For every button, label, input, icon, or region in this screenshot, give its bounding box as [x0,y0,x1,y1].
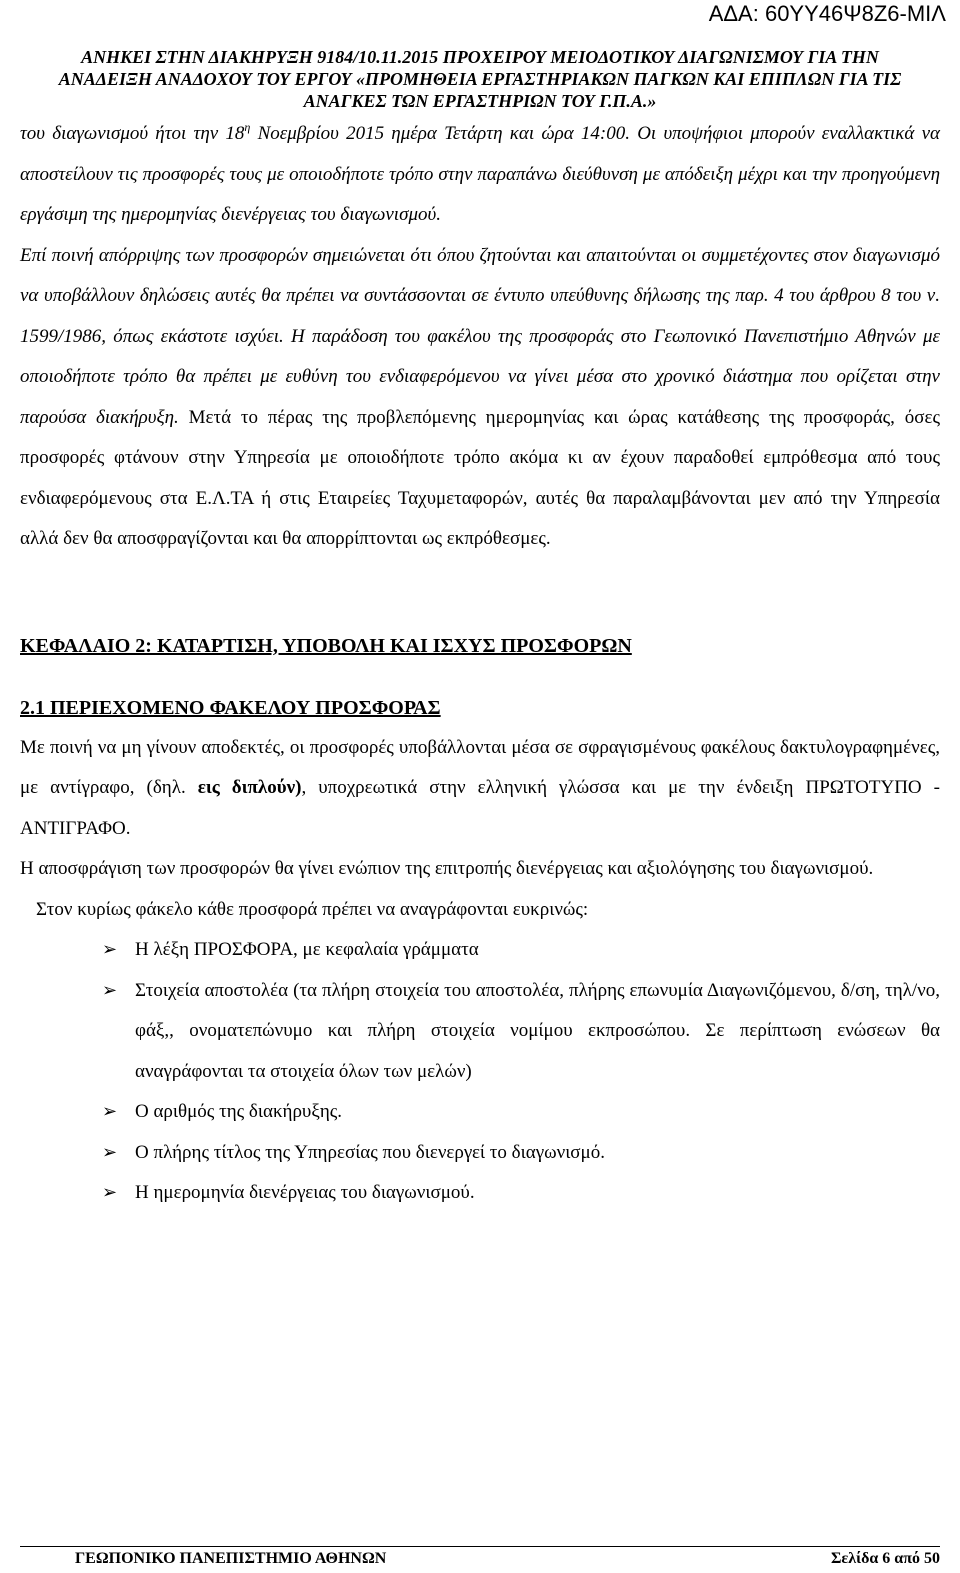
page-number: Σελίδα 6 από 50 [830,1550,940,1567]
arrow-bullet-icon: ➢ [102,1141,118,1163]
list-item [20,1173,940,1214]
page-header [20,46,940,112]
footer-divider [20,1546,940,1547]
envelope-requirements-list [20,930,940,1214]
superscript: η [244,120,251,134]
document-body [20,114,940,1214]
arrow-bullet-icon: ➢ [102,979,118,1001]
text-run-italic: Η παράδοση του φακέλου της προσφοράς στο Γεωπονικό Πανεπιστήμιο Αθηνών με οποιοδήποτε τρόπο θα πρέπει με ευθύνη του ενδιαφερόμενου να γίνει μέσα στο χρονικό διάστημα που ορίζεται στην παρούσα διακήρυξη. [20,325,940,428]
header-line: ΑΝΗΚΕΙ ΣΤΗΝ ΔΙΑΚΗΡΥΞΗ 9184/10.11.2015 ΠΡΟΧΕΙΡΟΥ ΜΕΙΟΔΟΤΙΚΟΥ ΔΙΑΓΩΝΙΣΜΟΥ ΓΙΑ ΤΗΝ [81,47,879,67]
chapter-title: ΚΕΦΑΛΑΙΟ 2: ΚΑΤΑΡΤΙΣΗ, ΥΠΟΒΟΛΗ ΚΑΙ ΙΣΧΥΣ ΠΡΟΣΦΟΡΩΝ [20,634,632,657]
arrow-bullet-icon: ➢ [102,939,118,960]
text-run-italic: Επί ποινή απόρριψης των προσφορών σημειώνεται ότι όπου ζητούνται και απαιτούνται οι συμμετέχοντες στον διαγωνισμό να υποβάλλουν δηλώσεις αυτές θα πρέπει να συντάσσονται σε έντυπο υπεύθυνης δήλωσης της παρ. 4 του άρθρου 8 του ν. 1599/1986, όπως εκάστοτε ισχύει. [20,244,940,347]
list-item-text: Στοιχεία αποστολέα (τα πλήρη στοιχεία του αποστολέα, πλήρης επωνυμία Διαγωνιζόμενου, δ/ση, τηλ/νο, φάξ,, ονοματεπώνυμο και πλήρη στοιχεία νομίμου εκπροσώπου. Σε περίπτωση ενώσεων θα αναγράφονται τα στοιχεία όλων των μελών) [135,979,940,1082]
paragraph-envelope-label: Στον κυρίως φάκελο κάθε προσφορά πρέπει να αναγράφονται ευκρινώς: [36,898,589,920]
text-run: του διαγωνισμού ήτοι την 18 [20,123,245,144]
list-item-text: Ο αριθμός της διακήρυξης. [135,1101,343,1122]
document-id: ΑΔΑ: 60ΥΥ46Ψ8Ζ6-ΜΙΛ [708,1,946,26]
arrow-bullet-icon: ➢ [102,1101,118,1122]
text-run: Μετά το πέρας της προβλεπόμενης ημερομηνίας και ώρας κατάθεσης της προσφοράς, όσες προσφορές φτάνουν στην Υπηρεσία με οποιοδήποτε τρόπο ακόμα κι αν έχουν παραδοθεί εμπρόθεσμα από τους ενδιαφερόμενους στα Ε.Λ.ΤΑ ή στις Εταιρείες Ταχυμεταφορών, αυτές θα παραλαμβάνονται μεν από την Υπηρεσία αλλά δεν θα αποσφραγίζονται και θα απορρίπτονται ως εκπρόθεσμες. [20,406,940,549]
list-item [20,1133,940,1174]
text-run: Νοεμβρίου 2015 ημέρα Τετάρτη και ώρα 14:00. Οι υποψήφιοι μπορούν εναλλακτικά να αποστείλουν τις προσφορές τους με οποιοδήποτε τρόπο στην παραπάνω διεύθυνση με απόδειξη μέχρι και την προηγούμενη εργάσιμη της ημερομηνίας διενέργειας του διαγωνισμού. [20,123,940,225]
list-item [20,971,940,1093]
list-item-text: Η ημερομηνία διενέργειας του διαγωνισμού. [135,1182,475,1203]
header-line: ΑΝΑΔΕΙΞΗ ΑΝΑΔΟΧΟΥ ΤΟΥ ΕΡΓΟΥ «ΠΡΟΜΗΘΕΙΑ ΕΡΓΑΣΤΗΡΙΑΚΩΝ ΠΑΓΚΩΝ ΚΑΙ ΕΠΙΠΛΩΝ ΓΙΑ ΤΙΣ [58,69,902,89]
arrow-bullet-icon: ➢ [102,1182,118,1203]
header-line: ΑΝΑΓΚΕΣ ΤΩΝ ΕΡΓΑΣΤΗΡΙΩΝ ΤΟΥ Γ.Π.Α.» [303,91,657,111]
paragraph-rejection [20,236,940,560]
section-title: 2.1 ΠΕΡΙΕΧΟΜΕΝΟ ΦΑΚΕΛΟΥ ΠΡΟΣΦΟΡΑΣ [20,696,441,719]
list-item-text: Η λέξη ΠΡΟΣΦΟΡΑ, με κεφαλαία γράμματα [135,939,479,960]
paragraph-envelopes [20,728,940,850]
list-item-text: Ο πλήρης τίτλος της Υπηρεσίας που διενεργεί το διαγωνισμό. [135,1141,605,1163]
list-item [20,1092,940,1133]
text-run: , υποχρεωτικά στην ελληνική γλώσσα και με την ένδειξη ΠΡΩΤΟΤΥΠΟ - ΑΝΤΙΓΡΑΦΟ. [20,777,940,839]
paragraph-opening: Η αποσφράγιση των προσφορών θα γίνει ενώπιον της επιτροπής διενέργειας και αξιολόγησης του διαγωνισμού. [20,858,874,879]
text-run: Με ποινή να μη γίνουν αποδεκτές, οι προσφορές υποβάλλονται μέσα σε σφραγισμένους φακέλους δακτυλογραφημένες, με αντίγραφο, (δηλ. [20,736,940,798]
paragraph-deadline [20,114,940,236]
footer-institution: ΓΕΩΠΟΝΙΚΟ ΠΑΝΕΠΙΣΤΗΜΙΟ ΑΘΗΝΩΝ [75,1550,387,1567]
list-item [20,930,940,971]
text-run-bold: εις διπλούν) [197,777,302,798]
